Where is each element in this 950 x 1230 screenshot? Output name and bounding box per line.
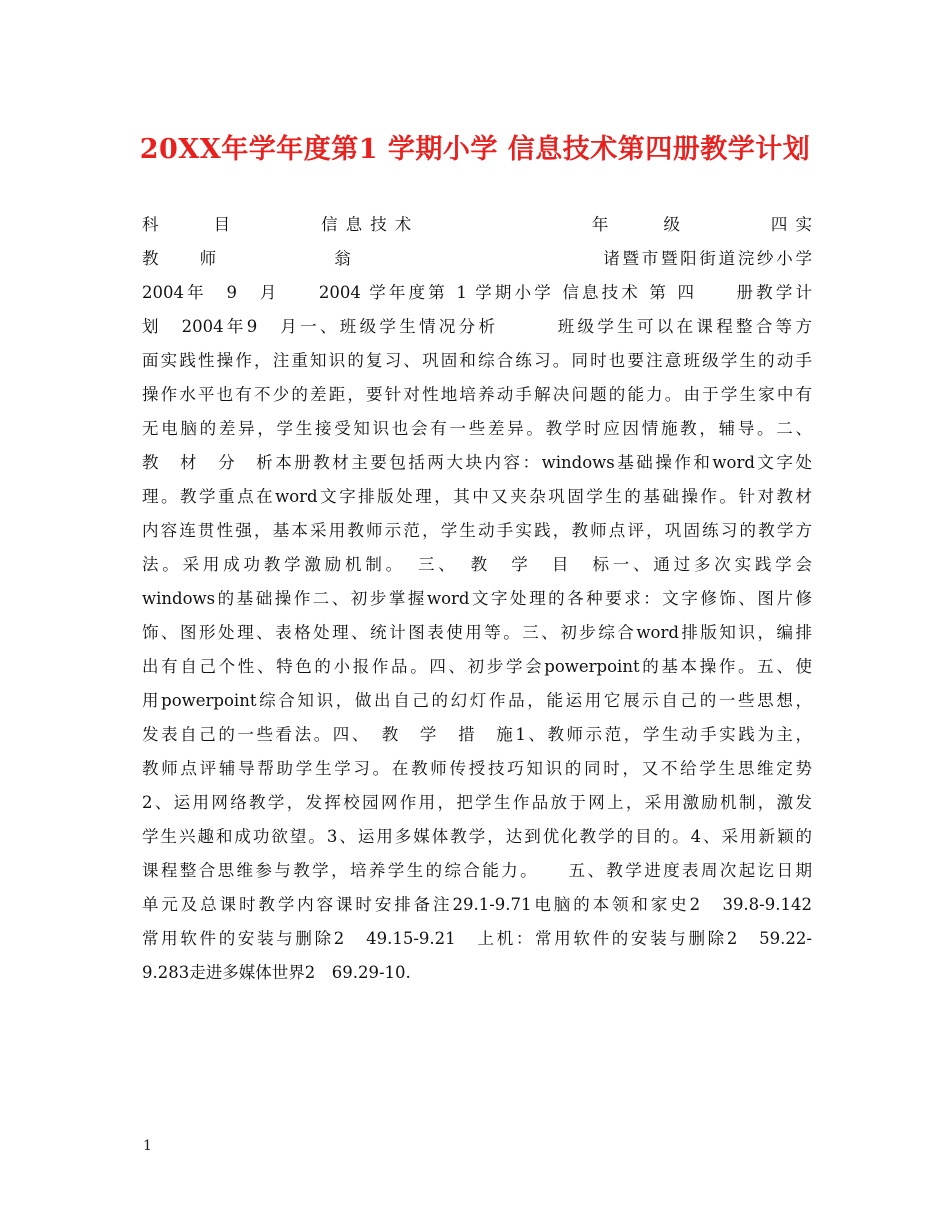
text-line-9: 理。教学重点在word文字排版处理，其中又夹杂巩固学生的基础操作。针对教材 bbox=[142, 487, 812, 506]
text-line-21: 单元及总课时教学内容课时安排备注29.1-9.71电脑的本领和家史2 39.8-9.142 bbox=[142, 895, 812, 914]
text-line-10: 内容连贯性强，基本采用教师示范，学生动手实践，教师点评，巩固练习的教学方 bbox=[142, 521, 812, 540]
text-line-7: 无电脑的差异，学生接受知识也会有一些差异。教学时应因情施教，辅导。二、 bbox=[142, 419, 812, 438]
text-line-19: 学生兴趣和成功欲望。3、运用多媒体教学，达到优化教学的目的。4、采用新颖的 bbox=[142, 827, 812, 846]
text-line-3: 2004年 9 月 2004 学年度第 1 学期小学 信息技术 第 四 册教学计 bbox=[142, 283, 812, 302]
text-line-2: 教 师 翁 诸暨市暨阳街道浣纱小学 bbox=[142, 249, 812, 268]
text-line-5: 面实践性操作，注重知识的复习、巩固和综合练习。同时也要注意班级学生的动手 bbox=[142, 351, 812, 370]
text-line-1: 科 目 信 息 技 术 年 级 四 实 bbox=[142, 215, 812, 234]
text-line-6: 操作水平也有不少的差距，要针对性地培养动手解决问题的能力。由于学生家中有 bbox=[142, 385, 812, 404]
text-line-14: 出有自己个性、特色的小报作品。四、初步学会powerpoint的基本操作。五、使 bbox=[142, 657, 812, 676]
text-line-16: 发表自己的一些看法。四、 教 学 措 施1、教师示范，学生动手实践为主， bbox=[142, 725, 812, 744]
text-line-22: 常用软件的安装与删除2 49.15-9.21 上机：常用软件的安装与删除2 59.22- bbox=[142, 929, 812, 948]
text-line-18: 2、运用网络教学，发挥校园网作用，把学生作品放于网上，采用激励机制，激发 bbox=[142, 793, 812, 812]
text-line-8: 教 材 分 析本册教材主要包括两大块内容：windows基础操作和word文字处 bbox=[142, 453, 812, 472]
text-line-4: 划 2004年9 月一、班级学生情况分析 班级学生可以在课程整合等方 bbox=[142, 317, 812, 336]
page-number: 1 bbox=[143, 1138, 152, 1154]
text-line-23: 9.283走进多媒体世界2 69.29-10. bbox=[142, 963, 411, 982]
document-title: 20XX年学年度第1 学期小学 信息技术第四册教学计划 bbox=[139, 134, 811, 165]
text-line-13: 饰、图形处理、表格处理、统计图表使用等。三、初步综合word排版知识，编排 bbox=[142, 623, 812, 642]
text-line-12: windows的基础操作二、初步掌握word文字处理的各种要求：文字修饰、图片修 bbox=[142, 589, 812, 608]
document-body bbox=[142, 208, 812, 990]
text-line-11: 法。采用成功教学激励机制。 三、 教 学 目 标一、通过多次实践学会 bbox=[142, 555, 812, 574]
text-line-15: 用powerpoint综合知识，做出自己的幻灯作品，能运用它展示自己的一些思想， bbox=[142, 691, 812, 710]
text-line-17: 教师点评辅导帮助学生学习。在教师传授技巧知识的同时，又不给学生思维定势 bbox=[142, 759, 812, 778]
text-line-20: 课程整合思维参与教学，培养学生的综合能力。 五、教学进度表周次起讫日期 bbox=[142, 861, 812, 880]
